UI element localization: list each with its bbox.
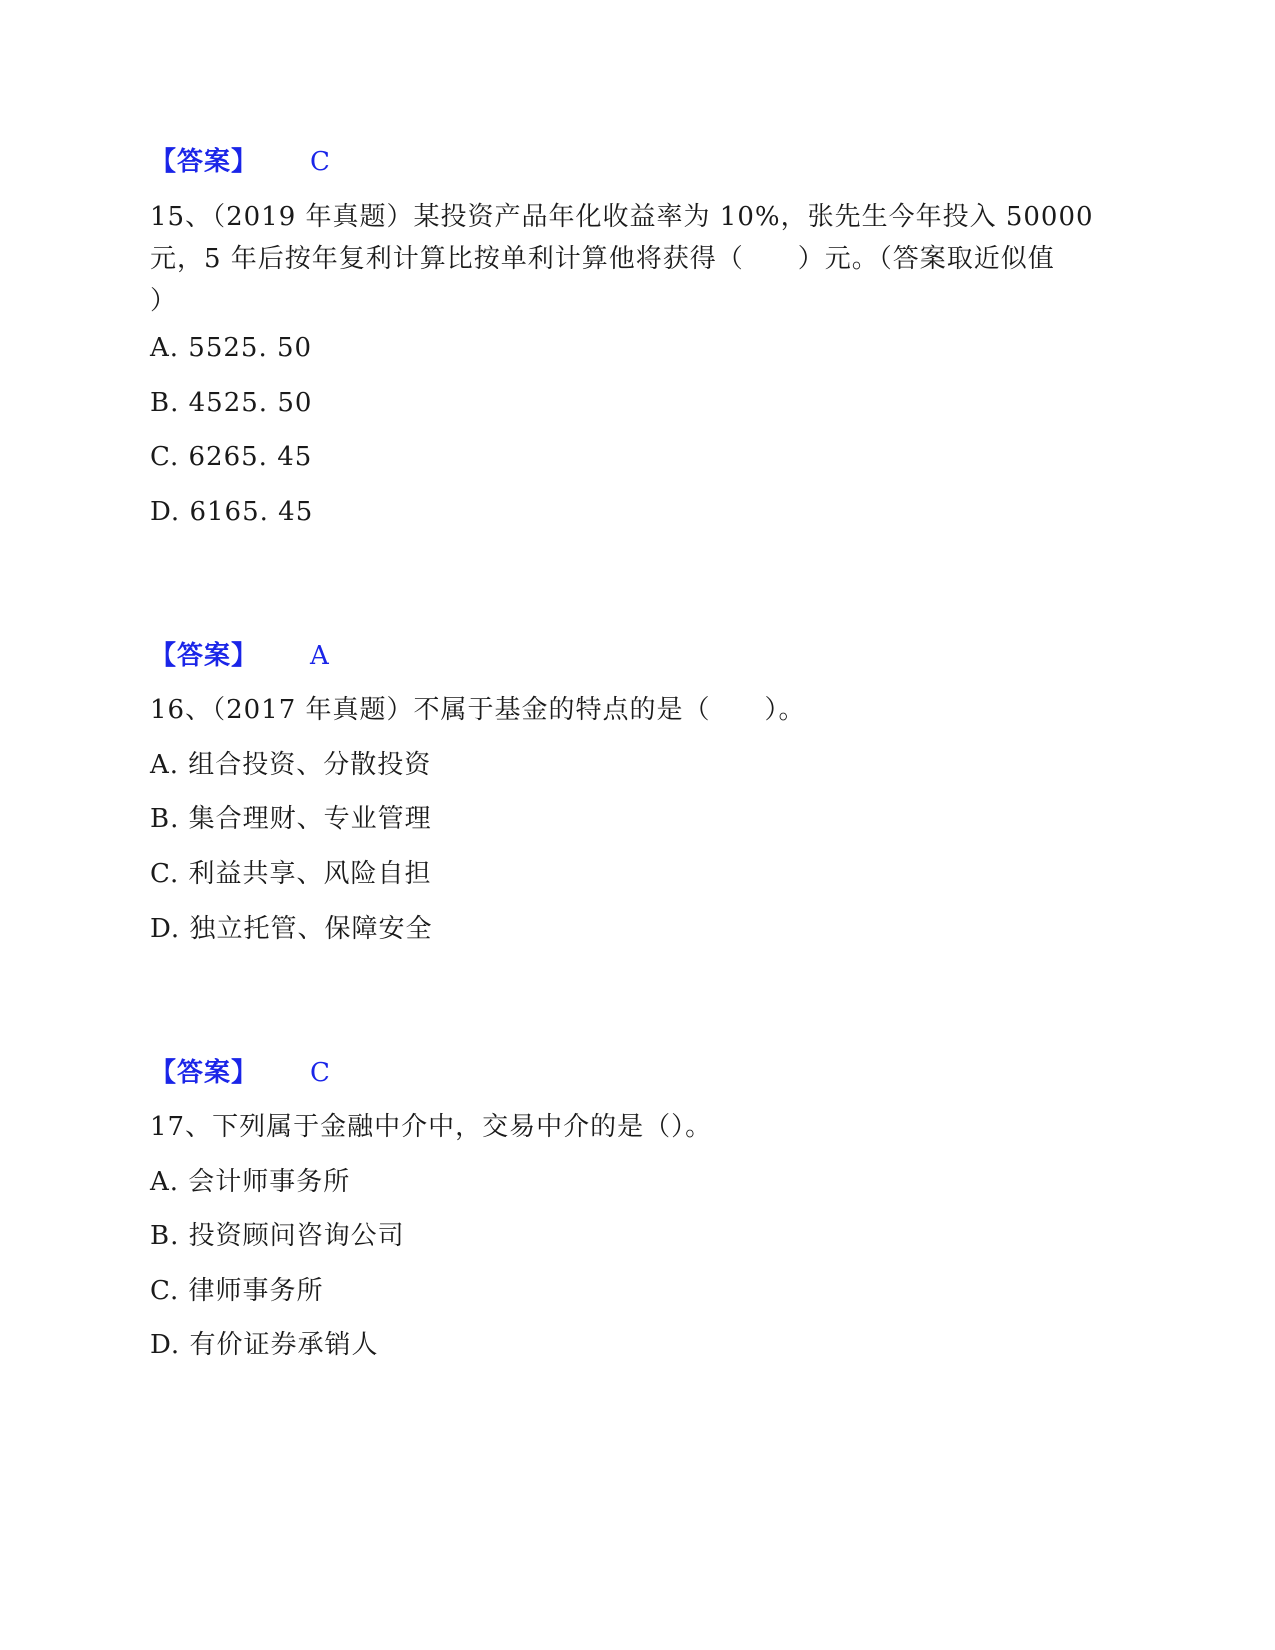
answer-row [150,1053,331,1093]
option-a: A. 5525. 50 [150,333,313,363]
answer-label: 【答案】 [150,1058,259,1088]
question-text-line: ） [150,286,178,316]
option-b: B. 投资顾问咨询公司 [150,1221,405,1251]
answer-value: C [310,1058,331,1088]
option-a: A. 组合投资、分散投资 [150,750,432,780]
option-a: A. 会计师事务所 [150,1167,351,1197]
answer-label: 【答案】 [150,641,259,671]
question-16: 16、（2017 年真题）不属于基金的特点的是（ ）。 [150,695,806,725]
option-c: C. 利益共享、风险自担 [150,859,432,889]
option-c: C. 6265. 45 [150,442,313,472]
question-text-line: 元，5 年后按年复利计算比按单利计算他将获得（ ）元。（答案取近似值 [150,244,1055,274]
question-17: 17、下列属于金融中介中，交易中介的是（）。 [150,1112,713,1142]
option-d: D. 独立托管、保障安全 [150,914,433,944]
question-15 [150,196,1130,322]
answer-row [150,142,331,182]
answer-value: A [310,641,330,671]
answer-label: 【答案】 [150,147,259,177]
option-c: C. 律师事务所 [150,1276,324,1306]
option-b: B. 集合理财、专业管理 [150,804,432,834]
option-b: B. 4525. 50 [150,388,313,418]
answer-value: C [310,147,331,177]
answer-row [150,636,330,676]
option-d: D. 6165. 45 [150,497,314,527]
option-d: D. 有价证券承销人 [150,1330,379,1360]
question-text-line: 15、（2019 年真题）某投资产品年化收益率为 10%，张先生今年投入 50000 [150,202,1094,232]
